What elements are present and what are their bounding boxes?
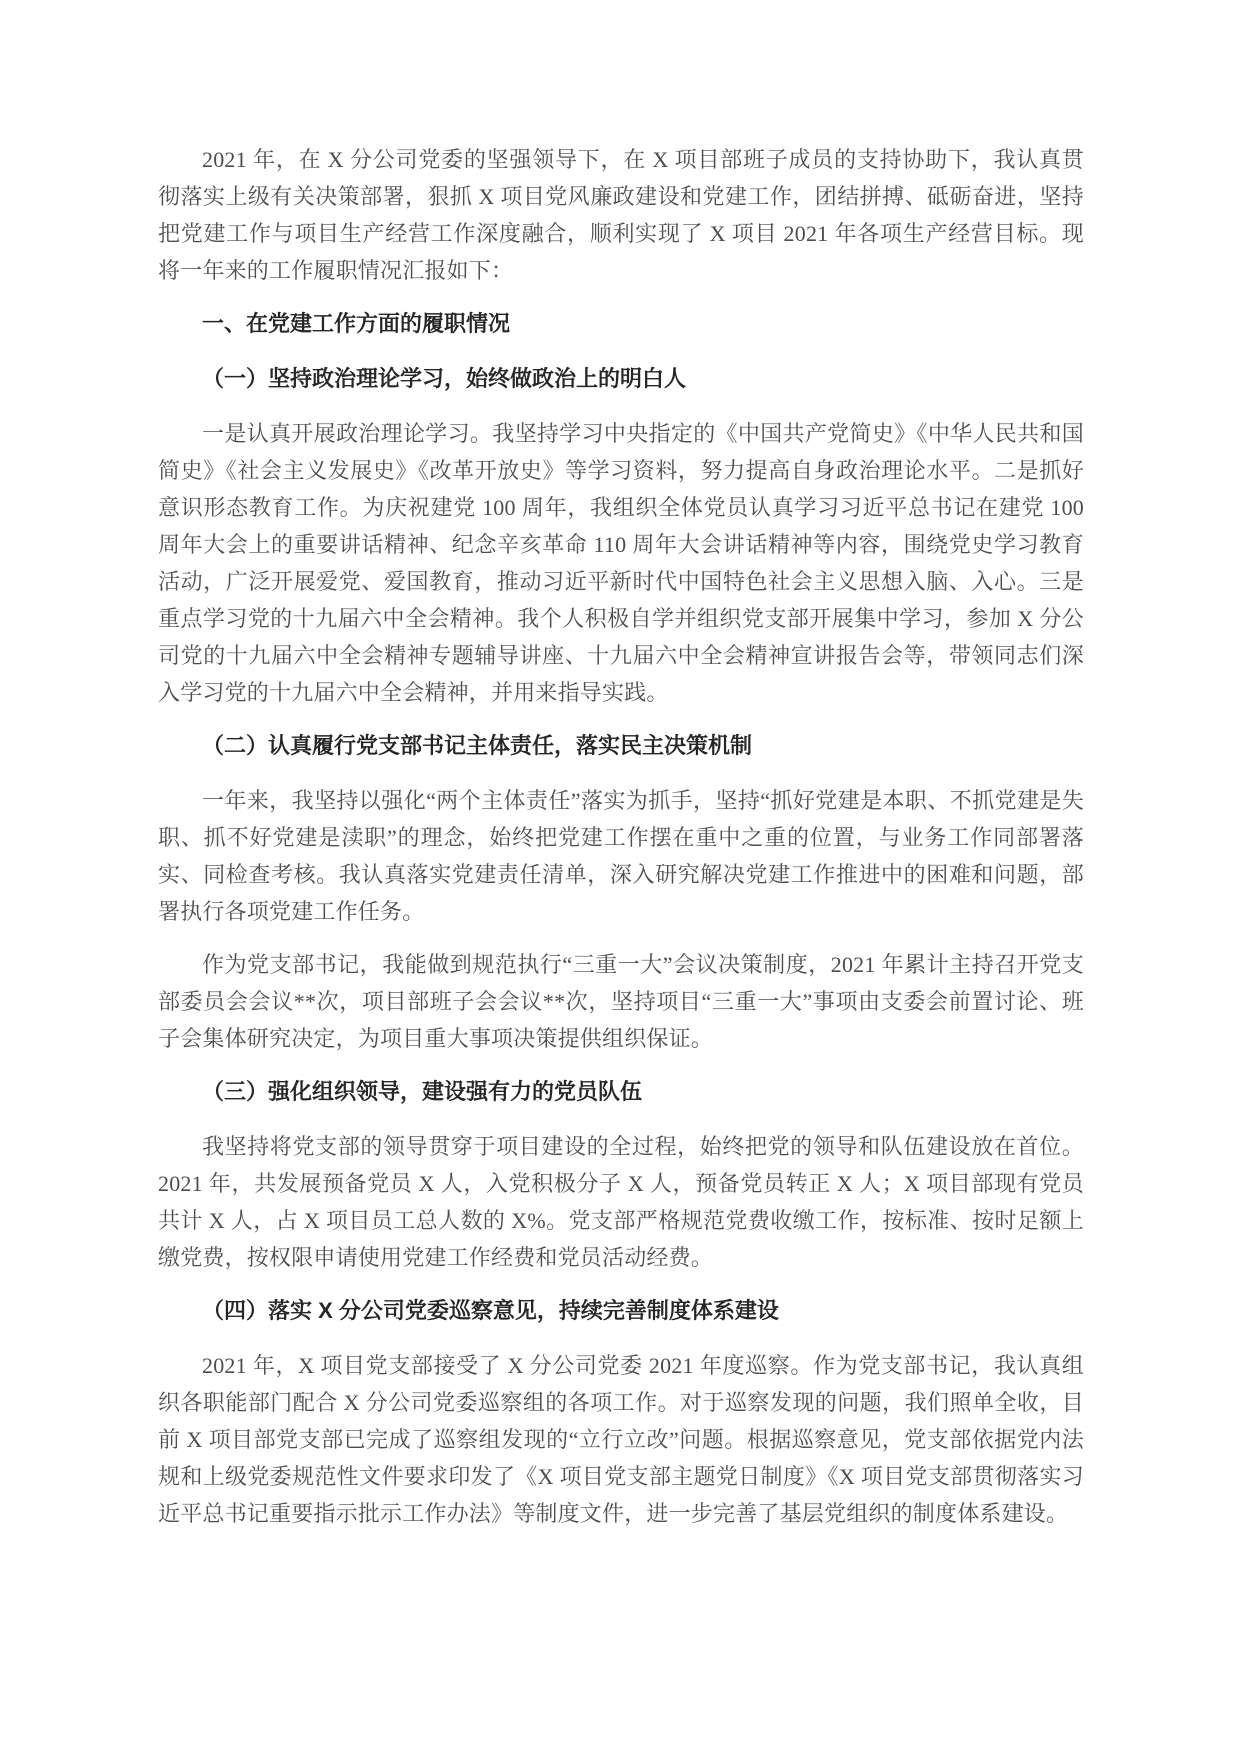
opening-paragraph: 2021 年，在 X 分公司党委的坚强领导下，在 X 项目部班子成员的支持协助下，我认真贯彻落实上级有关决策部署，狠抓 X 项目党风廉政建设和党建工作，团结拼搏、砥砺奋进，坚持把党建工作与项目生产经营工作深度融合，顺利实现了 X 项目 2021 年各项生产经营目标。现将一年来的工作履职情况汇报如下： (158, 147, 1084, 283)
paragraph-decision-meetings: 作为党支部书记，我能做到规范执行“三重一大”会议决策制度，2021 年累计主持召开党支部委员会会议**次，项目部班子会会议**次，坚持项目“三重一大”事项由支委会前置讨论、班子会集体研究决定，为项目重大事项决策提供组织保证。 (158, 952, 1084, 1051)
paragraph-secretary-responsibility: 一年来，我坚持以强化“两个主体责任”落实为抓手，坚持“抓好党建是本职、不抓党建是失职、抓不好党建是渎职”的理念，始终把党建工作摆在重中之重的位置，与业务工作同部署落实、同检查考核。我认真落实党建责任清单，深入研究解决党建工作推进中的困难和问题，部署执行各项党建工作任务。 (158, 788, 1084, 924)
subsection-heading-4-inspection-feedback: （四）落实 X 分公司党委巡察意见，持续完善制度体系建设 (202, 1298, 779, 1323)
paragraph-member-development: 我坚持将党支部的领导贯穿于项目建设的全过程，始终把党的领导和队伍建设放在首位。2021 年，共发展预备党员 X 人，入党积极分子 X 人，预备党员转正 X 人；X 项目部现有党员共计 X 人，占 X 项目员工总人数的 X%。党支部严格规范党费收缴工作，按标准、按时足额上缴党费，按权限申请使用党建工作经费和党员活动经费。 (158, 1134, 1084, 1270)
subsection-heading-2-secretary-responsibility: （二）认真履行党支部书记主体责任，落实民主决策机制 (202, 733, 753, 758)
subsection-heading-3-organization-leadership: （三）强化组织领导，建设强有力的党员队伍 (202, 1079, 643, 1104)
paragraph-inspection-rectification: 2021 年，X 项目党支部接受了 X 分公司党委 2021 年度巡察。作为党支部书记，我认真组织各职能部门配合 X 分公司党委巡察组的各项工作。对于巡察发现的问题，我们照单全收，目前 X 项目部党支部已完成了巡察组发现的“立行立改”问题。根据巡察意见，党支部依据党内法规和上级党委规范性文件要求印发了《X 项目党支部主题党日制度》《X 项目党支部贯彻落实习近平总书记重要指示批示工作办法》等制度文件，进一步完善了基层党组织的制度体系建设。 (158, 1353, 1084, 1526)
section-heading-party-building: 一、在党建工作方面的履职情况 (202, 311, 511, 336)
paragraph-political-theory-study: 一是认真开展政治理论学习。我坚持学习中央指定的《中国共产党简史》《中华人民共和国简史》《社会主义发展史》《改革开放史》等学习资料，努力提高自身政治理论水平。二是抓好意识形态教育工作。为庆祝建党 100 周年，我组织全体党员认真学习习近平总书记在建党 100 周年大会上的重要讲话精神、纪念辛亥革命 110 周年大会讲话精神等内容，围绕党史学习教育活动，广泛开展爱党、爱国教育，推动习近平新时代中国特色社会主义思想入脑、入心。三是重点学习党的十九届六中全会精神。我个人积极自学并组织党支部开展集中学习，参加 X 分公司党的十九届六中全会精神专题辅导讲座、十九届六中全会精神宣讲报告会等，带领同志们深入学习党的十九届六中全会精神，并用来指导实践。 (158, 421, 1084, 705)
subsection-heading-1-political-theory-study: （一）坚持政治理论学习，始终做政治上的明白人 (202, 366, 687, 391)
